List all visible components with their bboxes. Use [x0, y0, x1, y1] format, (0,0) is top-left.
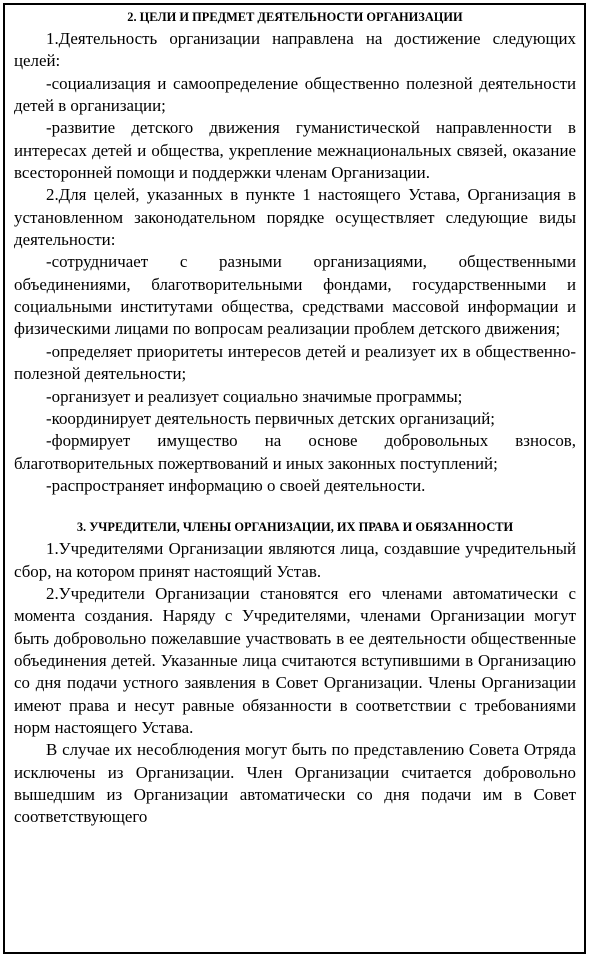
document-frame — [3, 3, 586, 954]
section-2-paragraph: -распространяет информацию о своей деятельности. — [46, 475, 426, 495]
section-2-paragraph: -сотрудничает с разными организациями, общественными объединениями, благотворительными фондами, государственными и социальными институтами общества, средствами массовой информации и физическими лицами по вопросам реализации проблем детского движения; — [14, 252, 576, 339]
section-2-paragraph: -формирует имущество на основе добровольных взносов, благотворительных пожертвований и иных законных поступлений; — [14, 431, 576, 473]
section-3-heading: 3. УЧРЕДИТЕЛИ, ЧЛЕНЫ ОРГАНИЗАЦИИ, ИХ ПРАВА И ОБЯЗАННОСТИ — [76, 520, 514, 535]
section-3-paragraph: 1.Учредителями Организации являются лица, создавшие учредительный сбор, на котором принят настоящий Устав. — [14, 539, 576, 581]
section-2-paragraph: -определяет приоритеты интересов детей и реализует их в общественно-полезной деятельности; — [14, 341, 576, 384]
section-2-paragraph: -развитие детского движения гуманистической направленности в интересах детей и общества, укрепление межнациональных связей, оказание всесторонней помощи и поддержки членам Организации. — [14, 118, 576, 183]
section-2-paragraph: 2.Для целей, указанных в пункте 1 настоящего Устава, Организация в установленном законодательном порядке осуществляет следующие виды деятельности: — [14, 185, 576, 250]
section-2-paragraph: -организует и реализует социально значимые программы; — [46, 386, 463, 406]
section-2-paragraph: -социализация и самоопределение общественно полезной деятельности детей в организации; — [14, 73, 576, 116]
section-2-paragraph: -координирует деятельность первичных детских организаций; — [46, 408, 495, 428]
section-3-paragraph: 2.Учредители Организации становятся его членами автоматически с момента создания. Наряду с Учредителями, членами Организации могут быть добровольно пожелавшие участвовать в ее деятельности общественные объединения детей. Указанные лица считаются вступившими в Организацию со дня подачи устного заявления в Совет Организации. Члены Организации имеют права и несут равные обязанности в соответствии с требованиями норм настоящего Устава. — [14, 583, 576, 737]
section-3-paragraph: В случае их несоблюдения могут быть по представлению Совета Отряда исключены из Организации. Член Организации считается добровольно вышедшим из Организации автоматически со дня подачи им в Совет соответствующего — [14, 740, 576, 827]
document-body — [5, 5, 584, 829]
section-2-heading: 2. ЦЕЛИ И ПРЕДМЕТ ДЕЯТЕЛЬНОСТИ ОРГАНИЗАЦИИ — [127, 10, 463, 24]
section-2-paragraph: 1.Деятельность организации направлена на достижение следующих целей: — [14, 29, 576, 71]
